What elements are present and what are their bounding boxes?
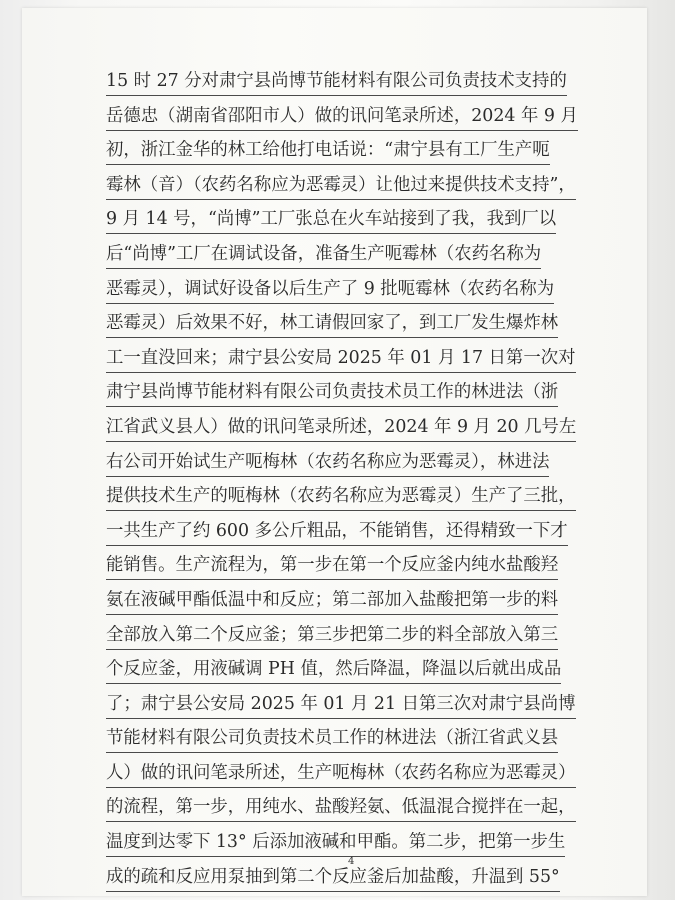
text-line: 了；肃宁县公安局 2025 年 01 月 21 日第三次对肃宁县尚博	[106, 687, 611, 722]
text-line: 的流程，第一步，用纯水、盐酸羟氨、低温混合搅拌在一起，	[106, 790, 611, 825]
text-line: 霉林（音）（农药名称应为恶霉灵）让他过来提供技术支持”，	[106, 168, 611, 203]
text-line: 全部放入第二个反应釜；第三步把第二步的料全部放入第三	[106, 618, 611, 653]
text-line: 9 月 14 号，“尚博”工厂张总在火车站接到了我，我到厂以	[106, 202, 611, 237]
text-line: 能销售。生产流程为，第一步在第一个反应釜内纯水盐酸羟	[106, 548, 611, 583]
page-number: 4	[348, 856, 355, 867]
text-line: 节能材料有限公司负责技术员工作的林进法（浙江省武义县	[106, 721, 611, 756]
text-line: 15 时 27 分对肃宁县尚博节能材料有限公司负责技术支持的	[106, 64, 611, 99]
text-line: 一共生产了约 600 多公斤粗品，不能销售，还得精致一下才	[106, 514, 611, 549]
text-line: 成的疏和反应用泵抽到第二个反应釜后加盐酸，升温到 55°	[106, 860, 611, 895]
text-line: 右公司开始试生产呃梅林（农药名称应为恶霉灵），林进法	[106, 445, 611, 480]
text-line: 恶霉灵），调试好设备以后生产了 9 批呃霉林（农药名称为	[106, 272, 611, 307]
text-line: 提供技术生产的呃梅林（农药名称应为恶霉灵）生产了三批，	[106, 479, 611, 514]
text-line: 肃宁县尚博节能材料有限公司负责技术员工作的林进法（浙	[106, 375, 611, 410]
text-line: 温度到达零下 13° 后添加液碱和甲酯。第二步，把第一步生	[106, 825, 611, 860]
document-page	[22, 8, 647, 896]
text-line: 后“尚博”工厂在调试设备，准备生产呃霉林（农药名称为	[106, 237, 611, 272]
text-line: 江省武义县人）做的讯问笔录所述，2024 年 9 月 20 几号左	[106, 410, 611, 445]
text-line: 工一直没回来；肃宁县公安局 2025 年 01 月 17 日第一次对	[106, 341, 611, 376]
text-line: 个反应釜，用液碱调 PH 值，然后降温，降温以后就出成品	[106, 652, 611, 687]
transcript-text	[106, 64, 611, 894]
text-line: 氨在液碱甲酯低温中和反应；第二部加入盐酸把第一步的料	[106, 583, 611, 618]
text-line: 岳德忠（湖南省邵阳市人）做的讯问笔录所述，2024 年 9 月	[106, 99, 611, 134]
text-line: 恶霉灵）后效果不好，林工请假回家了，到工厂发生爆炸林	[106, 306, 611, 341]
text-line: 人）做的讯问笔录所述，生产呃梅林（农药名称应为恶霉灵）	[106, 756, 611, 791]
text-line: 初，浙江金华的林工给他打电话说：“肃宁县有工厂生产呃	[106, 133, 611, 168]
